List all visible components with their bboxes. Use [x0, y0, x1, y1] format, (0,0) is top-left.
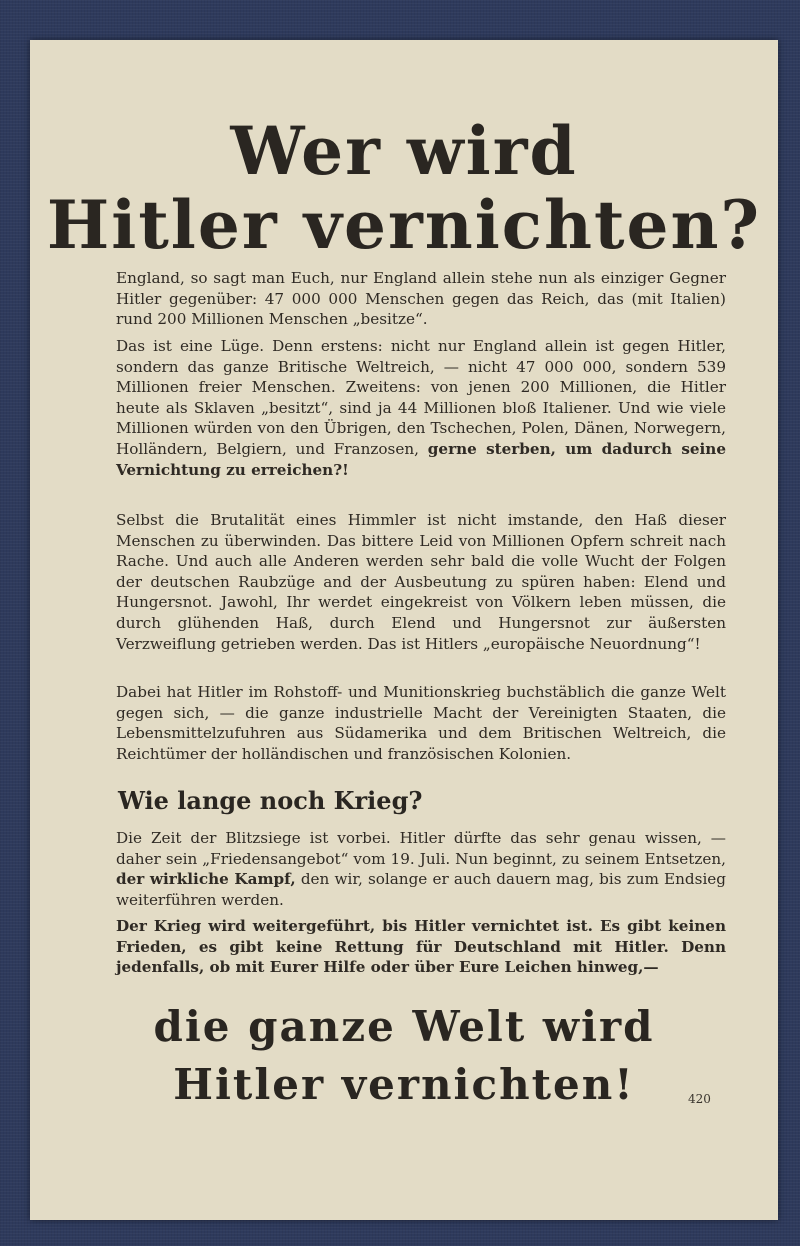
paragraph-4: Dabei hat Hitler im Rohstoff- und Munitionskrieg buchstäblich die ganze Welt gegen sich, — die ganze industrielle Macht der Vereinigten Staaten, die Lebensmittelzufuhren aus Südamerika und dem Britischen Weltreich, die Reichtümer der holländischen und französischen Kolonien.: [116, 683, 726, 763]
paragraph-5-emphasis: der wirkliche Kampf,: [116, 870, 296, 889]
paragraph-2: [116, 336, 726, 480]
paragraph-5: [116, 828, 726, 910]
paragraph-3: Selbst die Brutalität eines Himmler ist nicht imstande, den Haß dieser Menschen zu überwinden. Das bittere Leid von Millionen Opfern schreit nach Rache. Und auch alle Anderen werden sehr bald die volle Wucht der Folgen der deutschen Raubzüge and der Ausbeutung zu spüren haben: Elend und Hungersnot. Jawohl, Ihr werdet eingekreist von Völkern leben müssen, die durch glühenden Haß, durch Elend und Hungersnot zur äußersten Verzweiflung getrieben werden. Das ist Hitlers „europäische Neuordnung“!: [116, 511, 726, 653]
headline-line-1: Wer wird: [230, 112, 578, 190]
leaflet-page: [30, 40, 778, 1220]
paragraph-1: England, so sagt man Euch, nur England allein stehe nun als einziger Gegner Hitler gegenüber: 47 000 000 Menschen gegen das Reich, das (mit Italien) rund 200 Millionen Menschen „besitze“.: [116, 269, 726, 329]
closing-line-2: Hitler vernichten!: [173, 1060, 635, 1109]
closing-line-1: die ganze Welt wird: [153, 1002, 655, 1051]
paragraph-5-text-a: Die Zeit der Blitzsiege ist vorbei. Hitler dürfte das sehr genau wissen, — daher sein „Friedensangebot“ vom 19. Juli. Nun beginnt, zu seinem Entsetzen,: [116, 829, 726, 868]
leaflet-number: 420: [688, 1092, 711, 1106]
paragraph-6: Der Krieg wird weitergeführt, bis Hitler vernichtet ist. Es gibt keinen Frieden, es gibt keine Rettung für Deutschland mit Hitler. Denn jedenfalls, ob mit Eurer Hilfe oder über Eure Leichen hinweg,—: [116, 917, 726, 977]
paragraph-2-emphasis: gerne sterben, um dadurch seine Vernichtung zu erreichen?!: [116, 439, 727, 479]
paragraph-5-text-b: den wir, solange er auch dauern mag, bis zum Endsieg weiterführen werden.: [116, 870, 727, 909]
headline-line-2: Hitler vernichten?: [46, 186, 762, 264]
paragraph-2-text: Das ist eine Lüge. Denn erstens: nicht nur England allein ist gegen Hitler, sondern das ganze Britische Weltreich, — nicht 47 000 000, sondern 539 Millionen freier Menschen. Zweitens: von jenen 200 Millionen, die Hitler heute als Sklaven „besitzt“, sind ja 44 Millionen bloß Italiener. Und wie viele Millionen würden von den Übrigen, den Tschechen, Polen, Dänen, Norwegern, Holländern, Belgiern, und Franzosen,: [116, 337, 726, 458]
subheading: Wie lange noch Krieg?: [118, 786, 423, 815]
